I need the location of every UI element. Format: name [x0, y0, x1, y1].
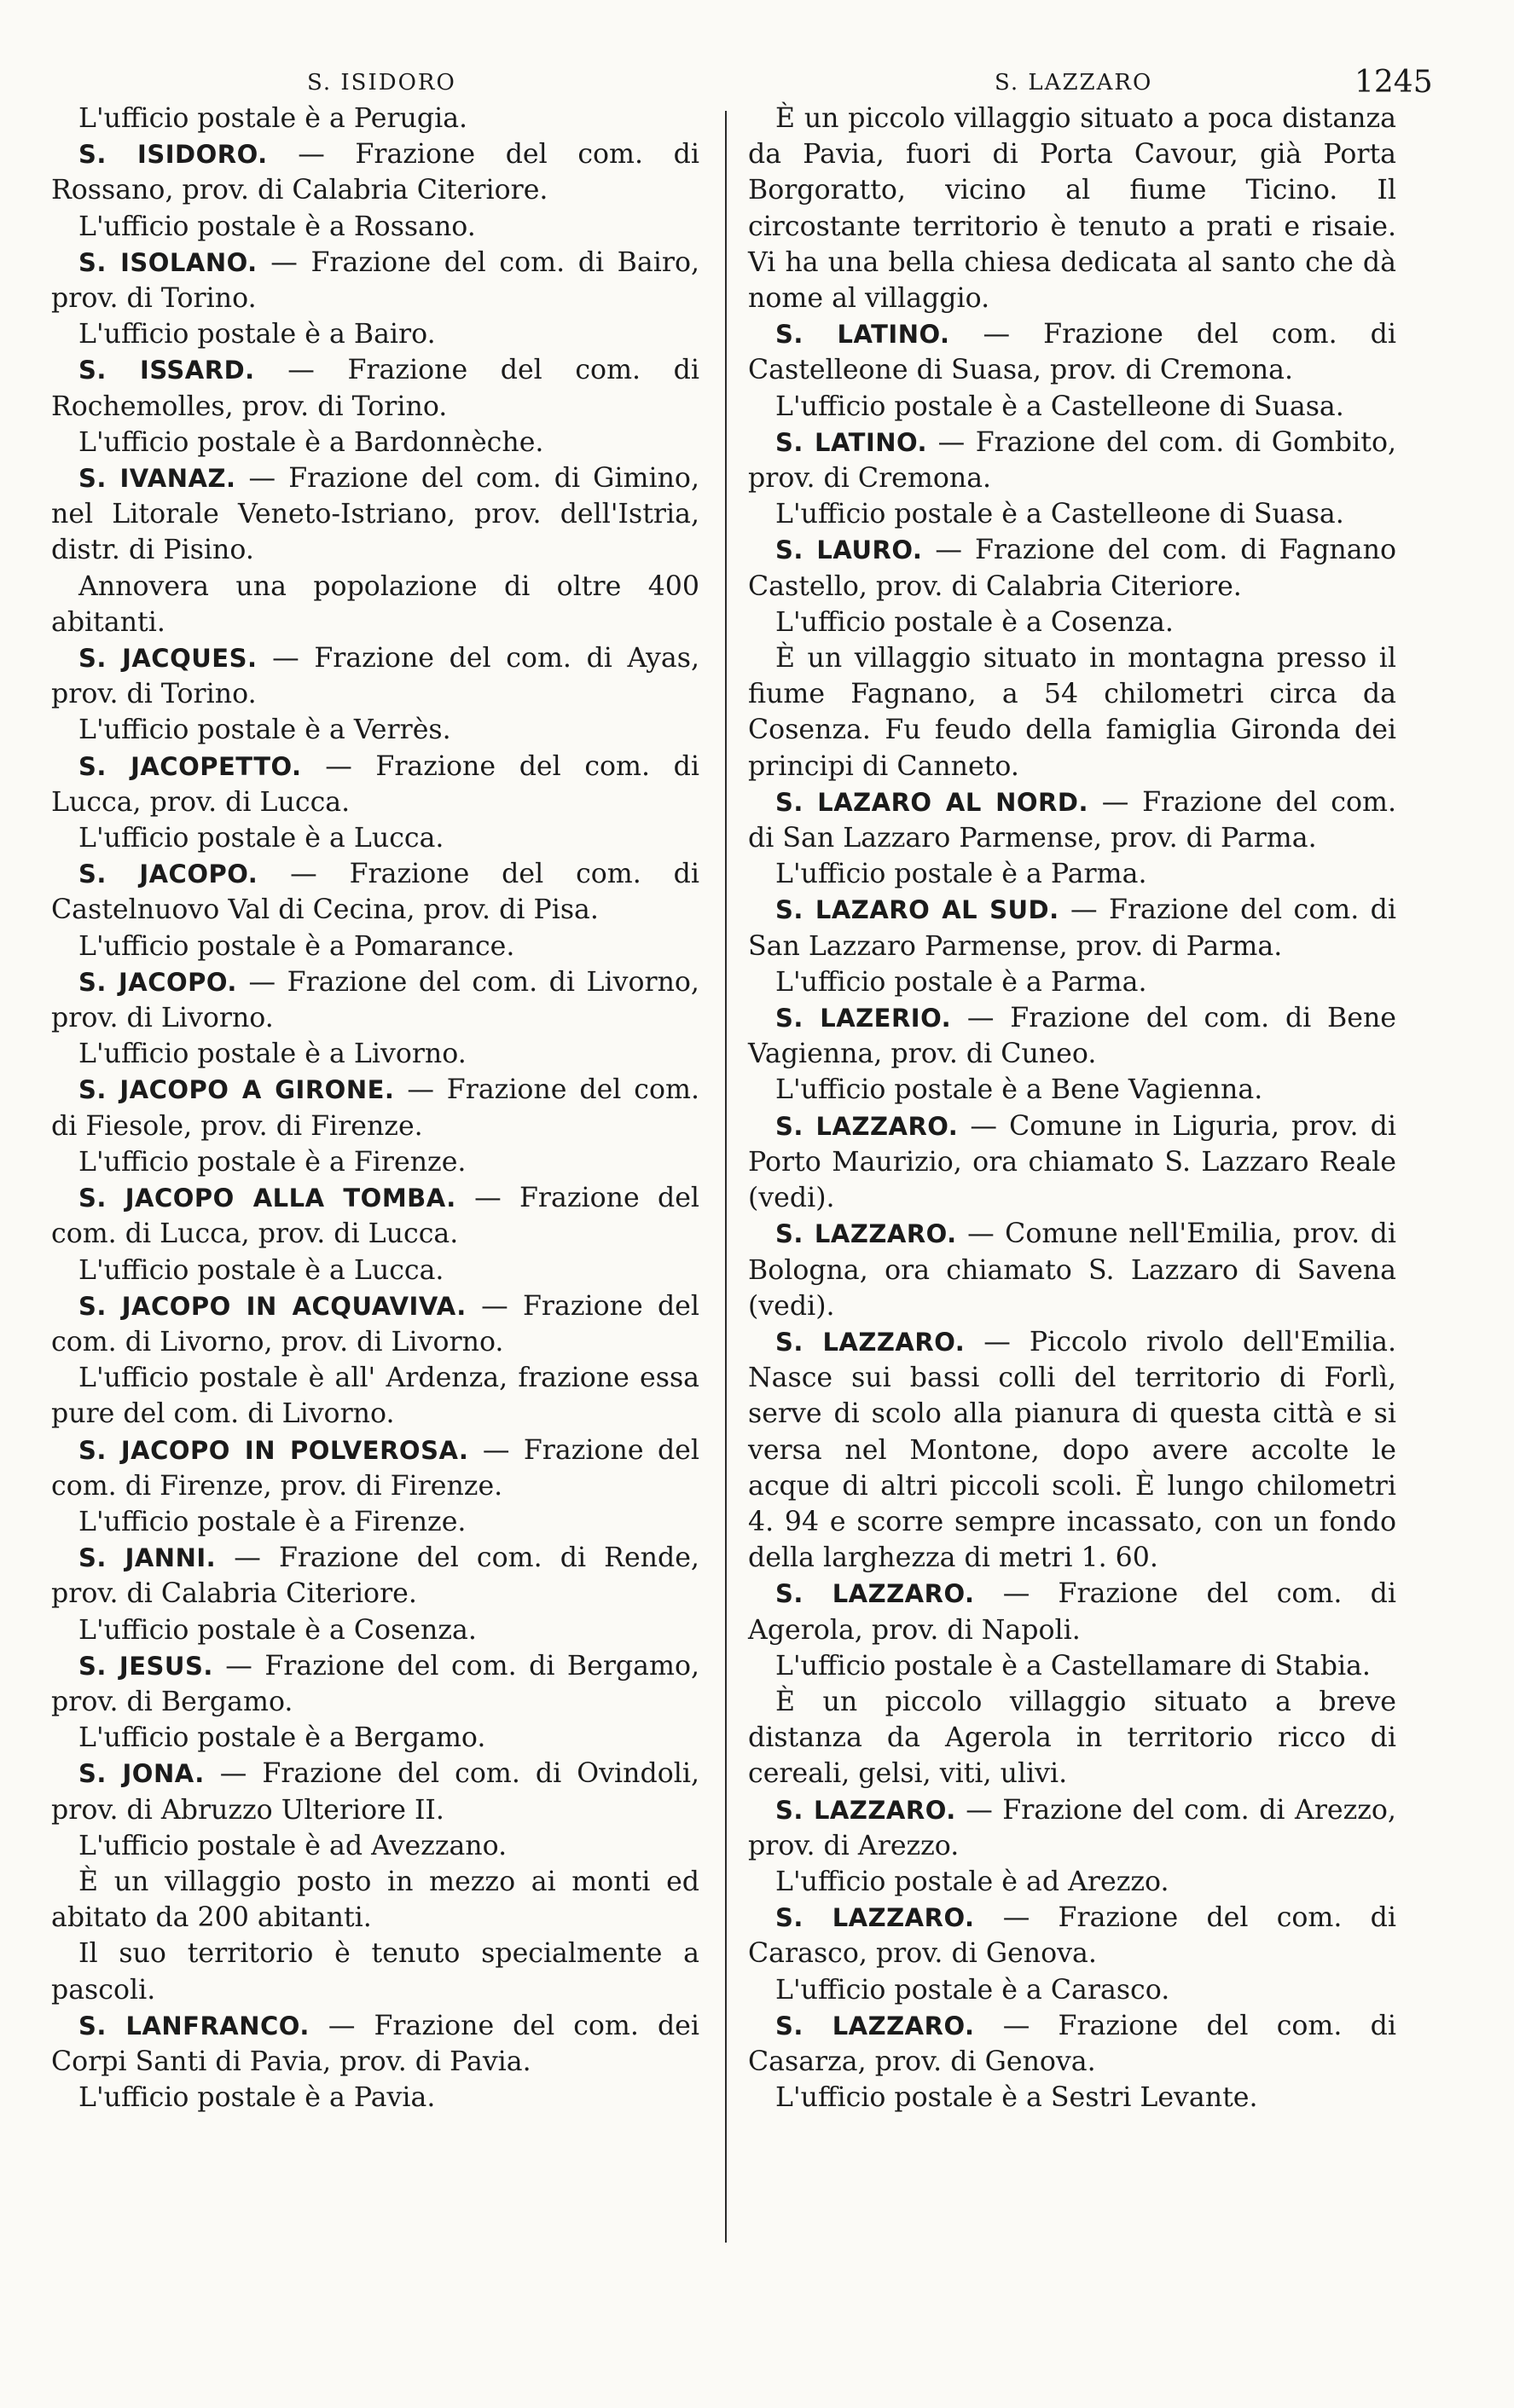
text-paragraph	[51, 1720, 699, 1756]
entry-paragraph	[748, 1108, 1396, 1217]
entry-paragraph	[748, 316, 1396, 388]
entry-text: — Frazione del com. di Castelleone di Suasa, prov. di Cremona.	[748, 319, 1396, 386]
entry-text: L'ufficio postale è a Parma.	[775, 859, 1147, 890]
entry-text: L'ufficio postale è a Livorno.	[78, 1039, 467, 1070]
text-paragraph	[51, 316, 699, 352]
text-paragraph	[51, 712, 699, 748]
entry-paragraph	[51, 460, 699, 569]
entry-headword: S. LAZZARO.	[775, 1327, 966, 1357]
entry-paragraph	[51, 1756, 699, 1827]
entry-headword: S. LAZERIO.	[775, 1004, 952, 1033]
left-column	[51, 101, 699, 2116]
entry-paragraph	[51, 1072, 699, 1143]
entry-paragraph	[51, 749, 699, 820]
entry-paragraph	[748, 892, 1396, 964]
entry-paragraph	[748, 1900, 1396, 1971]
entry-text: — Frazione del com. di Castelnuovo Val di Cecina, prov. di Pisa.	[51, 859, 699, 926]
entry-text: — Comune in Liguria, prov. di Porto Maurizio, ora chiamato S. Lazzaro Reale (vedi).	[748, 1110, 1396, 1214]
entry-headword: S. JESUS.	[78, 1651, 213, 1681]
entry-text: — Piccolo rivolo dell'Emilia. Nasce sui bassi colli del territorio di Forlì, serve di scolo alla pianura di questa città e si versa nel Montone, dopo avere accolte le acque di altri piccoli scoli. È lungo chilometri 4. 94 e scorre sempre incassato, con un fondo della larghezza di metri 1. 60.	[748, 1326, 1396, 1574]
entry-text: — Frazione del com. di Agerola, prov. di Napoli.	[748, 1578, 1396, 1646]
entry-text: L'ufficio postale è a Firenze.	[78, 1506, 467, 1537]
entry-paragraph	[51, 352, 699, 424]
entry-text: — Frazione del com. di Ovindoli, prov. di Abruzzo Ulteriore II.	[51, 1758, 700, 1826]
text-paragraph	[51, 2080, 699, 2116]
column-divider	[725, 111, 727, 2243]
entry-text: — Frazione del com. di Casarza, prov. di Genova.	[748, 2010, 1396, 2077]
entry-headword: S. ISOLANO.	[78, 247, 258, 277]
text-paragraph	[51, 425, 699, 460]
entry-headword: S. LAZARO AL SUD.	[775, 895, 1059, 925]
entry-headword: S. LATINO.	[775, 427, 928, 457]
text-paragraph	[51, 1504, 699, 1540]
entry-text: L'ufficio postale è a Rossano.	[78, 211, 476, 242]
entry-text: L'ufficio postale è a Parma.	[775, 966, 1147, 998]
entry-text: Il suo territorio è tenuto specialmente a pascoli.	[51, 1938, 699, 2006]
entry-text: — Frazione del com. di Fagnano Castello, prov. di Calabria Citeriore.	[748, 535, 1396, 602]
entry-text: — Frazione del com. di Carasco, prov. di Genova.	[748, 1902, 1396, 1970]
entry-paragraph	[51, 1180, 699, 1252]
text-paragraph	[748, 856, 1396, 892]
running-head-right: S. LAZZARO	[995, 70, 1153, 96]
entry-text: — Frazione del com. di Bene Vagienna, prov. di Cuneo.	[748, 1003, 1396, 1070]
entry-text: — Frazione del com. di Rende, prov. di Calabria Citeriore.	[51, 1543, 699, 1610]
right-column	[748, 101, 1396, 2116]
entry-text: — Frazione del com. di Lucca, prov. di Lucca.	[51, 1183, 699, 1250]
entry-text: — Frazione del com. di Bairo, prov. di Torino.	[51, 246, 700, 315]
entry-headword: S. LAZZARO.	[775, 1219, 957, 1249]
entry-text: L'ufficio postale è a Castelleone di Suasa.	[775, 391, 1344, 422]
text-paragraph	[748, 389, 1396, 425]
entry-headword: S. LAZZARO.	[775, 2011, 975, 2040]
running-head-left: S. ISIDORO	[307, 70, 456, 96]
entry-paragraph	[51, 1540, 699, 1612]
text-paragraph	[51, 1936, 699, 2007]
entry-text: L'ufficio postale è a Castellamare di Stabia.	[775, 1650, 1371, 1682]
entry-text: L'ufficio postale è a Bene Vagienna.	[775, 1074, 1263, 1106]
entry-headword: S. JACOPO IN ACQUAVIVA.	[78, 1291, 467, 1321]
entry-text: — Frazione del com. di San Lazzaro Parmense, prov. di Parma.	[748, 894, 1397, 962]
text-paragraph	[748, 1864, 1396, 1900]
entry-headword: S. LAZARO AL NORD.	[775, 787, 1088, 817]
entry-paragraph	[748, 532, 1396, 604]
entry-paragraph	[748, 425, 1396, 496]
entry-headword: S. LAZZARO.	[775, 1111, 959, 1141]
entry-text: Annovera una popolazione di oltre 400 abitanti.	[51, 570, 699, 638]
entry-text: È un villaggio posto in mezzo ai monti ed abitato da 200 abitanti.	[51, 1866, 699, 1934]
entry-headword: S. JACOPETTO.	[78, 751, 302, 781]
entry-text: — Frazione del com. di Ayas, prov. di Torino.	[51, 643, 699, 710]
text-paragraph	[51, 1144, 699, 1180]
entry-text: — Frazione del com. di Rochemolles, prov. di Torino.	[51, 355, 700, 422]
entry-text: L'ufficio postale è a Carasco.	[775, 1974, 1170, 2006]
entry-headword: S. JACQUES.	[78, 644, 258, 674]
entry-headword: S. LATINO.	[775, 320, 950, 350]
entry-text: L'ufficio postale è a Verrès.	[78, 715, 451, 746]
entry-text: L'ufficio postale è a Sestri Levante.	[775, 2082, 1258, 2114]
entry-text: — Comune nell'Emilia, prov. di Bologna, ora chiamato S. Lazzaro di Savena (vedi).	[748, 1218, 1396, 1322]
text-paragraph	[51, 101, 699, 136]
text-paragraph	[748, 496, 1396, 532]
entry-text: — Frazione del com. di Arezzo, prov. di Arezzo.	[748, 1794, 1396, 1861]
entry-paragraph	[748, 1000, 1396, 1072]
entry-headword: S. JACOPO.	[78, 860, 258, 889]
entry-text: — Frazione del com. di Rossano, prov. di Calabria Citeriore.	[51, 139, 699, 206]
text-paragraph	[51, 820, 699, 856]
entry-text: — Frazione del com. di Lucca, prov. di Lucca.	[51, 750, 699, 818]
text-paragraph	[748, 1972, 1396, 2008]
entry-text: L'ufficio postale è ad Arezzo.	[775, 1866, 1169, 1897]
entry-headword: S. ISSARD.	[78, 356, 255, 385]
text-paragraph	[51, 929, 699, 964]
entry-paragraph	[51, 1648, 699, 1720]
entry-text: — Frazione del com. di Fiesole, prov. di Firenze.	[51, 1074, 700, 1142]
text-paragraph	[748, 1684, 1396, 1792]
text-paragraph	[748, 640, 1396, 784]
entry-text: — Frazione del com. di Gombito, prov. di Cremona.	[748, 426, 1397, 495]
entry-text: — Frazione del com. di Gimino, nel Litorale Veneto-Istriano, prov. dell'Istria, distr. di Pisino.	[51, 463, 699, 566]
text-paragraph	[51, 1828, 699, 1864]
entry-paragraph	[51, 2008, 699, 2080]
entry-headword: S. LAURO.	[775, 535, 923, 565]
page-number: 1245	[1354, 65, 1433, 100]
entry-text: L'ufficio postale è a Lucca.	[78, 823, 444, 854]
entry-text: — Frazione del com. di San Lazzaro Parmense, prov. di Parma.	[748, 786, 1396, 854]
entry-paragraph	[748, 1324, 1396, 1576]
text-paragraph	[51, 1360, 699, 1432]
text-paragraph	[51, 1253, 699, 1288]
entry-paragraph	[748, 784, 1396, 856]
entry-text: — Frazione del com. di Livorno, prov. di Livorno.	[51, 966, 699, 1034]
entry-text: L'ufficio postale è a Cosenza.	[78, 1614, 477, 1646]
entry-paragraph	[51, 856, 699, 928]
entry-text: L'ufficio postale è a Pavia.	[78, 2082, 436, 2114]
text-paragraph	[748, 1072, 1396, 1108]
text-paragraph	[748, 964, 1396, 1000]
entry-text: L'ufficio postale è a Castelleone di Suasa.	[775, 499, 1344, 530]
entry-paragraph	[748, 2008, 1396, 2080]
entry-text: L'ufficio postale è a Bairo.	[78, 319, 436, 350]
entry-text: — Frazione del com. dei Corpi Santi di Pavia, prov. di Pavia.	[51, 2010, 699, 2077]
entry-text: L'ufficio postale è a Cosenza.	[775, 606, 1174, 638]
entry-headword: S. LANFRANCO.	[78, 2011, 310, 2040]
entry-text: L'ufficio postale è a Perugia.	[78, 103, 468, 134]
text-paragraph	[51, 209, 699, 245]
entry-headword: S. LAZZARO.	[775, 1903, 975, 1933]
entry-headword: S. LAZZARO.	[775, 1795, 956, 1825]
entry-headword: S. JACOPO A GIRONE.	[78, 1075, 395, 1105]
entry-paragraph	[51, 136, 699, 208]
entry-paragraph	[51, 640, 699, 712]
entry-paragraph	[51, 245, 699, 316]
entry-text: È un piccolo villaggio situato a poca distanza da Pavia, fuori di Porta Cavour, già Porta Borgoratto, vicino al fiume Ticino. Il circostante territorio è tenuto a prati e risaie. Vi ha una bella chiesa dedicata al santo che dà nome al villaggio.	[748, 103, 1396, 315]
entry-headword: S. JANNI.	[78, 1543, 217, 1573]
entry-headword: S. JACOPO.	[78, 967, 237, 997]
entry-text: L'ufficio postale è all' Ardenza, frazione essa pure del com. di Livorno.	[51, 1363, 699, 1430]
entry-paragraph	[51, 964, 699, 1036]
entry-text: L'ufficio postale è a Bergamo.	[78, 1722, 486, 1754]
text-paragraph	[51, 569, 699, 640]
entry-text: — Frazione del com. di Bergamo, prov. di Bergamo.	[51, 1650, 700, 1717]
entry-headword: S. JACOPO ALLA TOMBA.	[78, 1184, 456, 1213]
entry-text: L'ufficio postale è ad Avezzano.	[78, 1830, 508, 1861]
entry-paragraph	[748, 1576, 1396, 1647]
entry-text: L'ufficio postale è a Lucca.	[78, 1254, 444, 1286]
text-paragraph	[51, 1036, 699, 1072]
entry-text: L'ufficio postale è a Bardonnèche.	[78, 426, 544, 458]
text-paragraph	[748, 605, 1396, 640]
entry-paragraph	[51, 1288, 699, 1360]
entry-text: L'ufficio postale è a Pomarance.	[78, 930, 515, 962]
entry-headword: S. JACOPO IN POLVEROSA.	[78, 1435, 469, 1465]
entry-text: È un piccolo villaggio situato a breve distanza da Agerola in territorio ricco di cereali, gelsi, viti, ulivi.	[748, 1686, 1396, 1790]
entry-text: — Frazione del com. di Livorno, prov. di Livorno.	[51, 1290, 699, 1357]
entry-paragraph	[748, 1216, 1396, 1324]
entry-text: È un villaggio situato in montagna presso il fiume Fagnano, a 54 chilometri circa da Cosenza. Fu feudo della famiglia Gironda dei principi di Canneto.	[748, 643, 1396, 782]
entry-headword: S. ISIDORO.	[78, 140, 268, 170]
entry-text: L'ufficio postale è a Firenze.	[78, 1146, 467, 1178]
entry-headword: S. JONA.	[78, 1759, 205, 1789]
text-paragraph	[51, 1612, 699, 1648]
entry-paragraph	[748, 1792, 1396, 1864]
entry-headword: S. LAZZARO.	[775, 1579, 975, 1609]
entry-text: — Frazione del com. di Firenze, prov. di Firenze.	[51, 1434, 699, 1502]
text-paragraph	[748, 1648, 1396, 1684]
text-paragraph	[51, 1864, 699, 1936]
entry-paragraph	[51, 1433, 699, 1504]
entry-headword: S. IVANAZ.	[78, 464, 236, 494]
text-paragraph	[748, 101, 1396, 316]
text-paragraph	[748, 2080, 1396, 2116]
